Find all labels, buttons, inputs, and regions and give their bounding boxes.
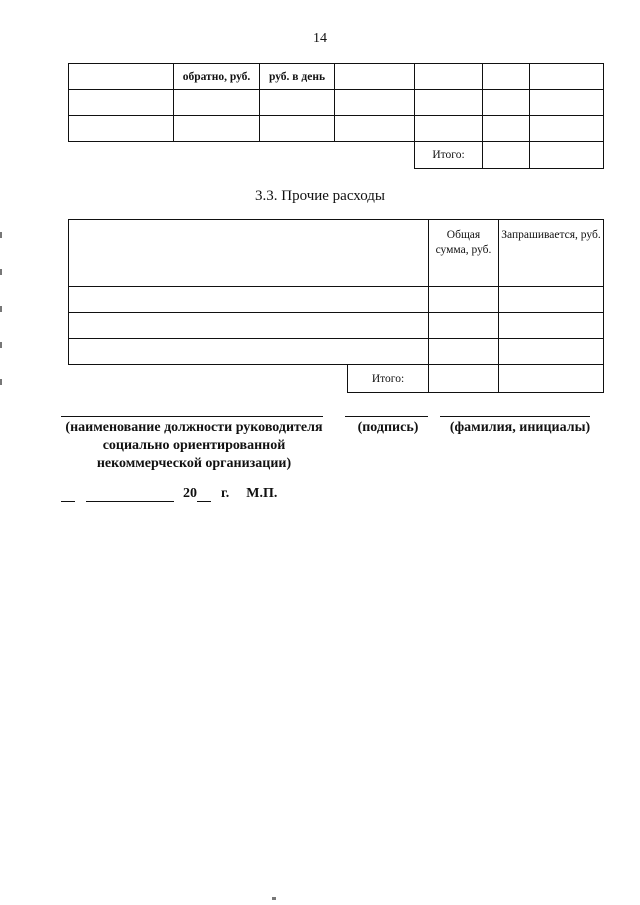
header-cell: руб. в день bbox=[260, 64, 335, 90]
table-cell[interactable] bbox=[429, 287, 499, 313]
section-title: 3.3. Прочие расходы bbox=[255, 188, 385, 204]
header-cell bbox=[69, 64, 174, 90]
header-cell bbox=[335, 64, 415, 90]
year-prefix: 20 bbox=[183, 486, 197, 501]
position-signature-line[interactable] bbox=[61, 416, 323, 417]
scan-mark bbox=[272, 897, 276, 900]
day-blank[interactable] bbox=[61, 487, 75, 502]
table-cell[interactable] bbox=[260, 90, 335, 116]
header-cell-requested: Запрашивается, руб. bbox=[499, 220, 604, 287]
scan-mark bbox=[0, 379, 2, 385]
month-blank[interactable] bbox=[86, 487, 174, 502]
total-cell[interactable] bbox=[530, 142, 604, 169]
table-cell[interactable] bbox=[499, 313, 604, 339]
table-cell[interactable] bbox=[335, 116, 415, 142]
total-cell[interactable] bbox=[499, 365, 604, 393]
table-cell[interactable] bbox=[174, 90, 260, 116]
table-cell[interactable] bbox=[174, 116, 260, 142]
header-cell bbox=[530, 64, 604, 90]
table-cell[interactable] bbox=[429, 339, 499, 365]
total-cell[interactable] bbox=[483, 142, 530, 169]
total-label: Итого: bbox=[415, 142, 483, 169]
scan-mark bbox=[0, 232, 2, 238]
expenses-table-continued bbox=[68, 63, 604, 169]
table-cell[interactable] bbox=[415, 116, 483, 142]
total-cell[interactable] bbox=[429, 365, 499, 393]
table-cell[interactable] bbox=[260, 116, 335, 142]
table-cell[interactable] bbox=[499, 287, 604, 313]
header-cell bbox=[69, 220, 429, 287]
table-cell[interactable] bbox=[415, 90, 483, 116]
other-expenses-table bbox=[68, 219, 604, 393]
total-label: Итого: bbox=[348, 365, 429, 393]
total-row bbox=[69, 365, 604, 393]
table-cell[interactable] bbox=[69, 313, 429, 339]
year-suffix: г. bbox=[221, 486, 230, 501]
table-row bbox=[69, 313, 604, 339]
table-header-row bbox=[69, 220, 604, 287]
table-cell[interactable] bbox=[530, 116, 604, 142]
name-signature-line[interactable] bbox=[440, 416, 590, 417]
total-row bbox=[69, 142, 604, 169]
table-cell[interactable] bbox=[69, 90, 174, 116]
header-cell: обратно, руб. bbox=[174, 64, 260, 90]
year-blank[interactable] bbox=[197, 487, 211, 502]
header-cell bbox=[483, 64, 530, 90]
name-label: (фамилия, инициалы) bbox=[449, 420, 591, 435]
table-cell[interactable] bbox=[69, 339, 429, 365]
position-label: (наименование должности руководителя социально ориентированной некоммерческой организации) bbox=[65, 420, 323, 471]
table-cell[interactable] bbox=[69, 287, 429, 313]
table-cell[interactable] bbox=[335, 90, 415, 116]
table-row bbox=[69, 116, 604, 142]
table-cell[interactable] bbox=[483, 90, 530, 116]
table-cell[interactable] bbox=[429, 313, 499, 339]
table-row bbox=[69, 90, 604, 116]
table-cell[interactable] bbox=[499, 339, 604, 365]
header-cell bbox=[415, 64, 483, 90]
header-cell-total-sum: Общая сумма, руб. bbox=[429, 220, 499, 287]
table-header-row bbox=[69, 64, 604, 90]
signature-label: (подпись) bbox=[357, 420, 419, 435]
date-line bbox=[61, 486, 277, 502]
table-cell[interactable] bbox=[483, 116, 530, 142]
table-row bbox=[69, 287, 604, 313]
scan-mark bbox=[0, 342, 2, 348]
stamp-label: М.П. bbox=[246, 486, 278, 501]
table-row bbox=[69, 339, 604, 365]
scan-mark bbox=[0, 306, 2, 312]
scan-mark bbox=[0, 269, 2, 275]
page-number: 14 bbox=[313, 31, 327, 46]
signature-line[interactable] bbox=[345, 416, 428, 417]
table-cell[interactable] bbox=[530, 90, 604, 116]
table-cell[interactable] bbox=[69, 116, 174, 142]
